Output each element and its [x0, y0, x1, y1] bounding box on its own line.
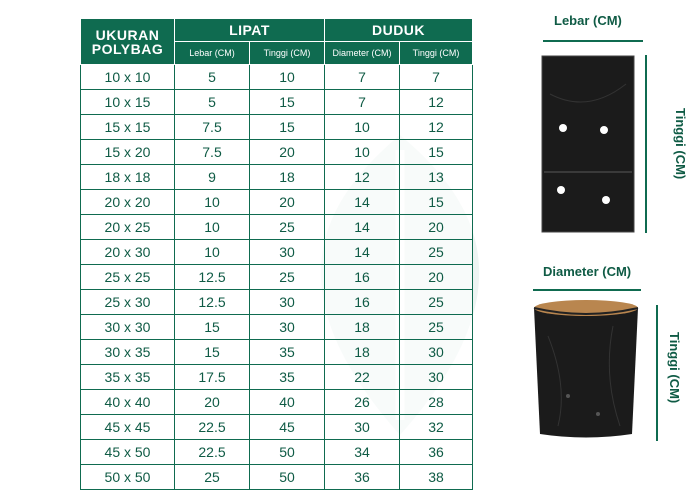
table-cell-tinggi: 15	[250, 90, 325, 115]
table-row	[81, 415, 473, 440]
table-cell-diameter: 12	[325, 165, 400, 190]
table-cell-tinggi: 50	[250, 440, 325, 465]
flat-height-line	[645, 55, 647, 233]
table-cell-lebar: 5	[175, 65, 250, 90]
table-cell-tinggi2: 32	[400, 415, 473, 440]
table-cell-tinggi2: 15	[400, 140, 473, 165]
standing-height-label: Tinggi (CM)	[667, 332, 682, 404]
table-cell-tinggi2: 20	[400, 265, 473, 290]
table-cell-tinggi2: 12	[400, 115, 473, 140]
table-cell-tinggi: 20	[250, 190, 325, 215]
table-cell-lebar: 15	[175, 315, 250, 340]
table-cell-size: 30 x 35	[81, 340, 175, 365]
table-cell-tinggi: 25	[250, 215, 325, 240]
table-cell-lebar: 12.5	[175, 265, 250, 290]
table-cell-tinggi2: 25	[400, 240, 473, 265]
table-cell-size: 25 x 25	[81, 265, 175, 290]
table-cell-tinggi2: 38	[400, 465, 473, 490]
standing-height-line	[656, 305, 658, 441]
header-duduk-diameter: Diameter (CM)	[325, 42, 400, 65]
table-cell-lebar: 5	[175, 90, 250, 115]
table-cell-diameter: 22	[325, 365, 400, 390]
table-cell-tinggi2: 13	[400, 165, 473, 190]
polybag-size-table	[80, 18, 473, 490]
flat-width-line	[543, 40, 643, 42]
table-cell-tinggi2: 12	[400, 90, 473, 115]
table-row	[81, 315, 473, 340]
table-cell-tinggi: 40	[250, 390, 325, 415]
table-row	[81, 190, 473, 215]
table-cell-tinggi: 30	[250, 240, 325, 265]
standing-diameter-line	[533, 289, 641, 291]
table-cell-lebar: 22.5	[175, 440, 250, 465]
table-cell-size: 20 x 25	[81, 215, 175, 240]
table-cell-size: 35 x 35	[81, 365, 175, 390]
table-cell-lebar: 10	[175, 240, 250, 265]
table-row	[81, 440, 473, 465]
header-duduk: DUDUK	[325, 19, 473, 42]
table-cell-size: 10 x 10	[81, 65, 175, 90]
table-cell-lebar: 15	[175, 340, 250, 365]
table-cell-diameter: 7	[325, 65, 400, 90]
table-cell-lebar: 20	[175, 390, 250, 415]
table-cell-diameter: 34	[325, 440, 400, 465]
table-cell-diameter: 14	[325, 240, 400, 265]
flat-height-label: Tinggi (CM)	[673, 108, 688, 180]
table-cell-diameter: 30	[325, 415, 400, 440]
table-cell-lebar: 25	[175, 465, 250, 490]
table-row	[81, 140, 473, 165]
header-lipat: LIPAT	[175, 19, 325, 42]
table-row	[81, 165, 473, 190]
table-cell-diameter: 18	[325, 315, 400, 340]
table-cell-tinggi: 10	[250, 65, 325, 90]
table-row	[81, 265, 473, 290]
table-cell-size: 25 x 30	[81, 290, 175, 315]
table-cell-tinggi2: 30	[400, 340, 473, 365]
table-row	[81, 240, 473, 265]
flat-polybag-image	[540, 54, 636, 234]
table-cell-size: 18 x 18	[81, 165, 175, 190]
table-cell-tinggi2: 28	[400, 390, 473, 415]
table-cell-size: 15 x 15	[81, 115, 175, 140]
table-row	[81, 290, 473, 315]
table-row	[81, 465, 473, 490]
table-cell-tinggi: 20	[250, 140, 325, 165]
table-cell-tinggi: 50	[250, 465, 325, 490]
table-cell-tinggi: 25	[250, 265, 325, 290]
table-row	[81, 115, 473, 140]
table-cell-size: 20 x 20	[81, 190, 175, 215]
table-cell-tinggi2: 15	[400, 190, 473, 215]
table-cell-tinggi: 30	[250, 290, 325, 315]
table-cell-size: 15 x 20	[81, 140, 175, 165]
header-polybag-size: UKURAN POLYBAG	[81, 19, 175, 65]
table-cell-diameter: 10	[325, 115, 400, 140]
table-cell-tinggi: 30	[250, 315, 325, 340]
table-cell-lebar: 7.5	[175, 115, 250, 140]
table-cell-size: 10 x 15	[81, 90, 175, 115]
table-cell-tinggi2: 25	[400, 290, 473, 315]
table-cell-lebar: 17.5	[175, 365, 250, 390]
table-cell-tinggi2: 20	[400, 215, 473, 240]
table-cell-tinggi2: 30	[400, 365, 473, 390]
table-row	[81, 215, 473, 240]
table-cell-tinggi: 18	[250, 165, 325, 190]
table-cell-tinggi: 45	[250, 415, 325, 440]
table-cell-size: 50 x 50	[81, 465, 175, 490]
table-cell-diameter: 14	[325, 215, 400, 240]
table-cell-diameter: 7	[325, 90, 400, 115]
table-cell-size: 45 x 50	[81, 440, 175, 465]
table-cell-tinggi: 35	[250, 340, 325, 365]
table-cell-diameter: 16	[325, 290, 400, 315]
table-cell-tinggi: 15	[250, 115, 325, 140]
table-cell-lebar: 22.5	[175, 415, 250, 440]
standing-diameter-label: Diameter (CM)	[543, 264, 632, 279]
table-cell-diameter: 26	[325, 390, 400, 415]
table-cell-diameter: 16	[325, 265, 400, 290]
table-cell-lebar: 12.5	[175, 290, 250, 315]
table-cell-lebar: 10	[175, 215, 250, 240]
table-cell-tinggi: 35	[250, 365, 325, 390]
table-cell-size: 30 x 30	[81, 315, 175, 340]
table-cell-tinggi2: 36	[400, 440, 473, 465]
header-duduk-tinggi: Tinggi (CM)	[400, 42, 473, 65]
table-cell-size: 45 x 45	[81, 415, 175, 440]
standing-polybag-image	[528, 296, 644, 442]
table-cell-lebar: 7.5	[175, 140, 250, 165]
table-cell-tinggi2: 25	[400, 315, 473, 340]
table-cell-diameter: 18	[325, 340, 400, 365]
table-row	[81, 365, 473, 390]
header-lipat-tinggi: Tinggi (CM)	[250, 42, 325, 65]
table-cell-lebar: 10	[175, 190, 250, 215]
table-cell-lebar: 9	[175, 165, 250, 190]
table-cell-size: 40 x 40	[81, 390, 175, 415]
table-row	[81, 390, 473, 415]
flat-width-label: Lebar (CM)	[554, 13, 622, 28]
table-row	[81, 65, 473, 90]
table-cell-diameter: 14	[325, 190, 400, 215]
table-row	[81, 340, 473, 365]
header-lipat-lebar: Lebar (CM)	[175, 42, 250, 65]
table-cell-diameter: 10	[325, 140, 400, 165]
table-row	[81, 90, 473, 115]
table-cell-diameter: 36	[325, 465, 400, 490]
table-cell-tinggi2: 7	[400, 65, 473, 90]
table-cell-size: 20 x 30	[81, 240, 175, 265]
